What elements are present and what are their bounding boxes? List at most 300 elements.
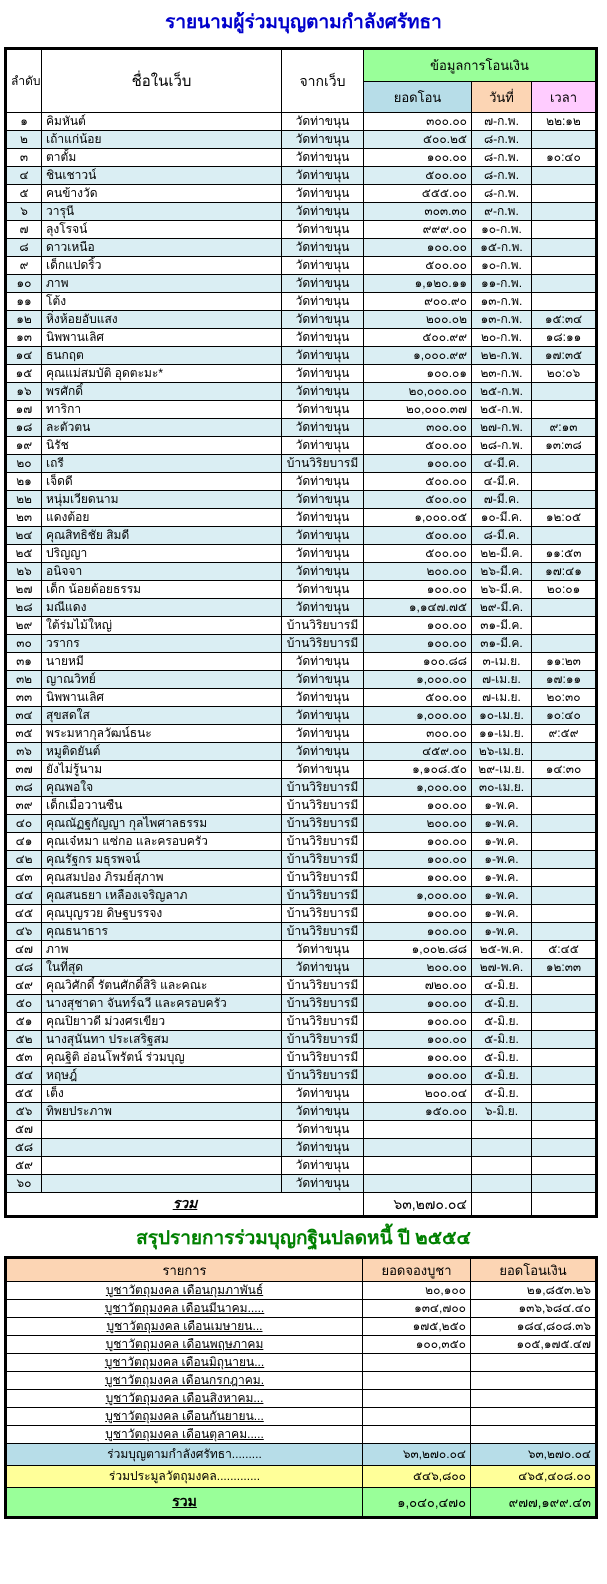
transfer-amount: ๑,๐๐๐.๐๐ [364, 707, 472, 725]
summary-item: บูชาวัตถุมงคล เดือนตุลาคม..... [6, 1426, 363, 1444]
row-no: ๔๔ [6, 887, 42, 905]
transfer-date: ๒๗-พ.ค. [472, 959, 532, 977]
table-row [6, 1085, 597, 1103]
transfer-date: ๕-มิ.ย. [472, 995, 532, 1013]
table-row [6, 311, 597, 329]
source-web: วัดท่าขนุน [282, 473, 364, 491]
transfer-time [532, 257, 597, 275]
row-no: ๖ [6, 203, 42, 221]
summary-pledged [363, 1408, 471, 1426]
transfer-amount: ๕๐๐.๙๙ [364, 329, 472, 347]
transfer-date: ๔-มี.ค. [472, 473, 532, 491]
table-row [6, 293, 597, 311]
transfer-amount: ๕๐๐.๐๐ [364, 167, 472, 185]
table-row [6, 671, 597, 689]
donor-name: เด็กแปดริ้ว [42, 257, 282, 275]
source-web: บ้านวิริยบารมี [282, 455, 364, 473]
source-web: วัดท่าขนุน [282, 437, 364, 455]
source-web: บ้านวิริยบารมี [282, 995, 364, 1013]
transfer-amount: ๕๐๐.๐๐ [364, 527, 472, 545]
transfer-amount [364, 1175, 472, 1193]
transfer-date: ๑๕-ก.พ. [472, 239, 532, 257]
table-row [6, 707, 597, 725]
row-no: ๓๑ [6, 653, 42, 671]
summary-transferred: ๒๑,๘๕๓.๒๖ [471, 1282, 597, 1300]
transfer-time: ๙:๕๙ [532, 725, 597, 743]
transfer-date: ๓-เม.ย. [472, 653, 532, 671]
table-row [6, 653, 597, 671]
donor-name: เต็ง [42, 1085, 282, 1103]
transfer-date: ๙-ก.พ. [472, 203, 532, 221]
source-web: วัดท่าขนุน [282, 185, 364, 203]
transfer-date: ๑-พ.ค. [472, 869, 532, 887]
donor-name: ใต้ร่มไม้ใหญ่ [42, 617, 282, 635]
row-no: ๕๓ [6, 1049, 42, 1067]
transfer-time: ๑๓:๓๘ [532, 437, 597, 455]
transfer-time [532, 851, 597, 869]
transfer-date: ๖-มิ.ย. [472, 1103, 532, 1121]
source-web: บ้านวิริยบารมี [282, 635, 364, 653]
transfer-date: ๕-มิ.ย. [472, 1085, 532, 1103]
transfer-time [532, 1049, 597, 1067]
transfer-time [532, 887, 597, 905]
summary-transferred [471, 1354, 597, 1372]
transfer-amount: ๗๒๐.๐๐ [364, 977, 472, 995]
transfer-amount: ๑๐๐.๐๐ [364, 617, 472, 635]
transfer-amount [364, 1157, 472, 1175]
summary-transferred: ๑๐๕,๑๗๕.๔๗ [471, 1336, 597, 1354]
summary-row [6, 1318, 597, 1336]
transfer-time: ๒๐:๓๐ [532, 689, 597, 707]
transfer-amount: ๒๐,๐๐๐.๓๗ [364, 401, 472, 419]
transfer-time: ๑๒:๓๓ [532, 959, 597, 977]
transfer-time [532, 1013, 597, 1031]
row-no: ๕๘ [6, 1139, 42, 1157]
transfer-time [532, 275, 597, 293]
source-web: วัดท่าขนุน [282, 725, 364, 743]
row-no: ๕๒ [6, 1031, 42, 1049]
transfer-amount: ๑๐๐.๐๐ [364, 239, 472, 257]
row-no: ๑๗ [6, 401, 42, 419]
summary-transferred [471, 1408, 597, 1426]
transfer-date: ๔-มิ.ย. [472, 977, 532, 995]
summary-total-label [6, 1488, 363, 1518]
transfer-time [532, 473, 597, 491]
source-web: บ้านวิริยบารมี [282, 617, 364, 635]
summary-item: บูชาวัตถุมงคล เดือนกุมภาพันธ์ [6, 1282, 363, 1300]
transfer-amount: ๙๐๐.๙๐ [364, 293, 472, 311]
transfer-time [532, 995, 597, 1013]
row-no: ๔๒ [6, 851, 42, 869]
summary-item: บูชาวัตถุมงคล เดือนมีนาคม..... [6, 1300, 363, 1318]
source-web: วัดท่าขนุน [282, 149, 364, 167]
row-no: ๓๙ [6, 797, 42, 815]
transfer-date [472, 1121, 532, 1139]
transfer-date: ๑-พ.ค. [472, 905, 532, 923]
summary-title: สรุปรายการร่วมบุญกฐินปลดหนี้ ปี ๒๕๕๔ [136, 1228, 471, 1249]
transfer-date: ๑๑-ก.พ. [472, 275, 532, 293]
summary-transferred [471, 1390, 597, 1408]
source-web: บ้านวิริยบารมี [282, 1013, 364, 1031]
table-row [6, 365, 597, 383]
table-row [6, 1067, 597, 1085]
table-row [6, 1049, 597, 1067]
transfer-date: ๑-พ.ค. [472, 887, 532, 905]
table-row [6, 491, 597, 509]
header-transfer-info: ข้อมูลการโอนเงิน [364, 49, 597, 82]
transfer-amount: ๑๐๐.๐๐ [364, 905, 472, 923]
table-row [6, 959, 597, 977]
source-web: วัดท่าขนุน [282, 113, 364, 131]
summary-row [6, 1336, 597, 1354]
source-web: วัดท่าขนุน [282, 671, 364, 689]
donor-name: คิมหันต์ [42, 113, 282, 131]
source-web: บ้านวิริยบารมี [282, 905, 364, 923]
table-row [6, 599, 597, 617]
transfer-amount: ๑๐๐.๐๐ [364, 797, 472, 815]
row-no: ๕๖ [6, 1103, 42, 1121]
transfer-time [532, 167, 597, 185]
donor-name: เจ็ดดี [42, 473, 282, 491]
donor-name: ตาตั้ม [42, 149, 282, 167]
row-no: ๒๖ [6, 563, 42, 581]
table-row [6, 275, 597, 293]
transfer-time [532, 491, 597, 509]
source-web: วัดท่าขนุน [282, 383, 364, 401]
transfer-time [532, 869, 597, 887]
transfer-amount: ๑๐๐.๐๑ [364, 365, 472, 383]
transfer-time [532, 635, 597, 653]
row-no: ๓๒ [6, 671, 42, 689]
summary-transferred [471, 1372, 597, 1390]
source-web: วัดท่าขนุน [282, 599, 364, 617]
row-no: ๗ [6, 221, 42, 239]
transfer-time [532, 1103, 597, 1121]
summary-pledged: ๑๓๔,๗๐๐ [363, 1300, 471, 1318]
summary-pledged: ๑๗๕,๒๕๐ [363, 1318, 471, 1336]
summary-pledged: ๒๐,๑๐๐ [363, 1282, 471, 1300]
transfer-time [532, 383, 597, 401]
transfer-time: ๑๐:๔๐ [532, 707, 597, 725]
donor-name: นิพพานเลิศ [42, 329, 282, 347]
transfer-time: ๑๔:๓๐ [532, 761, 597, 779]
table-row [6, 977, 597, 995]
source-web: วัดท่าขนุน [282, 1121, 364, 1139]
transfer-amount: ๑,๐๐๐.๙๙ [364, 347, 472, 365]
row-no: ๔๖ [6, 923, 42, 941]
transfer-amount: ๒๐๐.๐๒ [364, 311, 472, 329]
transfer-amount: ๑๐๐.๐๐ [364, 455, 472, 473]
transfer-date: ๘-ก.พ. [472, 131, 532, 149]
source-web: วัดท่าขนุน [282, 1175, 364, 1193]
summary-row [6, 1354, 597, 1372]
donor-name: เด็ก น้อยด้อยธรรม [42, 581, 282, 599]
transfer-amount: ๑,๐๐๒.๘๘ [364, 941, 472, 959]
table-row [6, 779, 597, 797]
donor-name: ญาณวิทย์ [42, 671, 282, 689]
transfer-time: ๑๗:๓๕ [532, 347, 597, 365]
table-row [6, 329, 597, 347]
row-no: ๑๒ [6, 311, 42, 329]
summary-transferred: ๑๘๔,๘๐๘.๓๖ [471, 1318, 597, 1336]
row-no: ๓๔ [6, 707, 42, 725]
transfer-date: ๒๖-เม.ย. [472, 743, 532, 761]
transfer-time [532, 185, 597, 203]
row-no: ๒๗ [6, 581, 42, 599]
transfer-amount: ๑๐๐.๐๐ [364, 149, 472, 167]
row-no: ๔๙ [6, 977, 42, 995]
transfer-amount: ๑๐๐.๐๐ [364, 1049, 472, 1067]
transfer-time [532, 1175, 597, 1193]
header-no: ลำดับ [6, 49, 42, 113]
transfer-date: ๑๐-ก.พ. [472, 257, 532, 275]
table-row [6, 545, 597, 563]
table-row [6, 221, 597, 239]
donor-table [4, 47, 598, 1218]
transfer-date: ๓๐-เม.ย. [472, 779, 532, 797]
source-web: บ้านวิริยบารมี [282, 977, 364, 995]
source-web: วัดท่าขนุน [282, 527, 364, 545]
row-no: ๓๕ [6, 725, 42, 743]
summary-row [6, 1408, 597, 1426]
source-web: วัดท่าขนุน [282, 293, 364, 311]
transfer-date: ๑-พ.ค. [472, 815, 532, 833]
table-row [6, 1013, 597, 1031]
row-no: ๔๐ [6, 815, 42, 833]
donor-name: คนข้างวัด [42, 185, 282, 203]
source-web: วัดท่าขนุน [282, 653, 364, 671]
transfer-time [532, 455, 597, 473]
header-date: วันที่ [472, 82, 532, 113]
table-row [6, 995, 597, 1013]
donor-name: พรศักดิ์ [42, 383, 282, 401]
summary-pledged [363, 1372, 471, 1390]
source-web: วัดท่าขนุน [282, 221, 364, 239]
source-web: วัดท่าขนุน [282, 761, 364, 779]
row-no: ๔๘ [6, 959, 42, 977]
donor-name: สุขสดใส [42, 707, 282, 725]
donor-name: คุณวิศักดิ์ รัตนศักดิ์สิริ และคณะ [42, 977, 282, 995]
donor-name: นางสุชาดา จันทร์ฉวี และครอบครัว [42, 995, 282, 1013]
summary-header-transferred: ยอดโอนเงิน [471, 1258, 597, 1282]
donor-name: วรากร [42, 635, 282, 653]
summary-item: บูชาวัตถุมงคล เดือนพฤษภาคม [6, 1336, 363, 1354]
row-no: ๕๗ [6, 1121, 42, 1139]
faith-row-transferred: ๖๓,๒๗๐.๐๔ [471, 1444, 597, 1466]
summary-table [4, 1256, 598, 1519]
row-no: ๒๙ [6, 617, 42, 635]
table-row [6, 257, 597, 275]
transfer-date: ๒๒-ก.พ. [472, 347, 532, 365]
summary-row [6, 1426, 597, 1444]
donor-name: คุณปิยาวดี ม่วงศรเขียว [42, 1013, 282, 1031]
transfer-date: ๒๐-ก.พ. [472, 329, 532, 347]
donor-name [42, 1175, 282, 1193]
source-web: บ้านวิริยบารมี [282, 887, 364, 905]
transfer-date: ๗-ก.พ. [472, 113, 532, 131]
table-row [6, 1139, 597, 1157]
donor-name: คุณธนาธาร [42, 923, 282, 941]
summary-row [6, 1282, 597, 1300]
source-web: บ้านวิริยบารมี [282, 923, 364, 941]
transfer-date: ๒๖-มี.ค. [472, 563, 532, 581]
table-row [6, 743, 597, 761]
transfer-date: ๒๗-ก.พ. [472, 419, 532, 437]
row-no: ๒๓ [6, 509, 42, 527]
transfer-time: ๑๗:๑๑ [532, 671, 597, 689]
source-web: วัดท่าขนุน [282, 203, 364, 221]
transfer-date: ๘-ก.พ. [472, 185, 532, 203]
transfer-date: ๑๓-ก.พ. [472, 293, 532, 311]
page-title: รายนามผู้ร่วมบุญตามกำลังศรัทธา [165, 12, 442, 33]
summary-row [6, 1300, 597, 1318]
source-web: วัดท่าขนุน [282, 347, 364, 365]
table-row [6, 725, 597, 743]
row-no: ๓๓ [6, 689, 42, 707]
summary-total-transferred: ๙๗๗,๑๙๙.๔๓ [471, 1488, 597, 1518]
table-row [6, 1157, 597, 1175]
donor-name [42, 1139, 282, 1157]
source-web: วัดท่าขนุน [282, 1085, 364, 1103]
transfer-time: ๑๗:๔๑ [532, 563, 597, 581]
transfer-time [532, 905, 597, 923]
source-web: วัดท่าขนุน [282, 563, 364, 581]
amulet-row-transferred: ๔๖๕,๔๐๘.๐๐ [471, 1466, 597, 1488]
transfer-amount: ๒๐๐.๐๔ [364, 1085, 472, 1103]
transfer-time [532, 779, 597, 797]
source-web: วัดท่าขนุน [282, 959, 364, 977]
source-web: บ้านวิริยบารมี [282, 797, 364, 815]
source-web: วัดท่าขนุน [282, 365, 364, 383]
transfer-time [532, 1157, 597, 1175]
header-from: จากเว็บ [282, 49, 364, 113]
source-web: วัดท่าขนุน [282, 1103, 364, 1121]
transfer-time: ๕:๔๕ [532, 941, 597, 959]
transfer-date: ๒๙-มี.ค. [472, 599, 532, 617]
transfer-date: ๒๙-เม.ย. [472, 761, 532, 779]
summary-item: บูชาวัตถุมงคล เดือนมิถุนายน... [6, 1354, 363, 1372]
transfer-date: ๕-มิ.ย. [472, 1049, 532, 1067]
row-no: ๑๖ [6, 383, 42, 401]
row-no: ๕ [6, 185, 42, 203]
transfer-amount: ๓๐๓.๓๐ [364, 203, 472, 221]
transfer-amount: ๑๐๐.๐๐ [364, 851, 472, 869]
transfer-amount: ๑,๐๐๐.๐๐ [364, 779, 472, 797]
transfer-date: ๑๐-ก.พ. [472, 221, 532, 239]
table-row [6, 887, 597, 905]
donor-name: พระมหากุลวัฒน์ธนะ [42, 725, 282, 743]
source-web: วัดท่าขนุน [282, 689, 364, 707]
total-cell [6, 1193, 364, 1217]
row-no: ๓๘ [6, 779, 42, 797]
summary-pledged [363, 1390, 471, 1408]
table-row [6, 689, 597, 707]
table-row [6, 185, 597, 203]
table-row [6, 941, 597, 959]
source-web: วัดท่าขนุน [282, 1157, 364, 1175]
transfer-time: ๑๑:๕๓ [532, 545, 597, 563]
transfer-amount: ๑,๐๐๐.๐๐ [364, 671, 472, 689]
table-row [6, 347, 597, 365]
source-web: วัดท่าขนุน [282, 257, 364, 275]
transfer-amount: ๑,๑๐๘.๕๐ [364, 761, 472, 779]
row-no: ๒๐ [6, 455, 42, 473]
transfer-amount: ๔๕๙.๐๐ [364, 743, 472, 761]
transfer-amount: ๑,๑๔๗.๗๕ [364, 599, 472, 617]
transfer-time [532, 1031, 597, 1049]
donor-name: หมูติดยันต์ [42, 743, 282, 761]
donor-name: คุณสมปอง ภิรมย์สุภาพ [42, 869, 282, 887]
source-web: บ้านวิริยบารมี [282, 815, 364, 833]
summary-row [6, 1390, 597, 1408]
table-row [6, 473, 597, 491]
amulet-row-label: ร่วมประมูลวัตถุมงคล............. [6, 1466, 363, 1488]
summary-pledged [363, 1426, 471, 1444]
table-row [6, 869, 597, 887]
row-no: ๒๘ [6, 599, 42, 617]
transfer-time: ๑๒:๐๕ [532, 509, 597, 527]
transfer-date: ๗-เม.ย. [472, 689, 532, 707]
table-row [6, 905, 597, 923]
donor-name: ภาพ [42, 275, 282, 293]
row-no: ๓ [6, 149, 42, 167]
transfer-time [532, 293, 597, 311]
transfer-amount: ๑๐๐.๐๐ [364, 1067, 472, 1085]
source-web: วัดท่าขนุน [282, 509, 364, 527]
transfer-amount: ๒๐๐.๐๐ [364, 959, 472, 977]
source-web: บ้านวิริยบารมี [282, 869, 364, 887]
transfer-date [472, 1175, 532, 1193]
source-web: บ้านวิริยบารมี [282, 1031, 364, 1049]
transfer-time [532, 977, 597, 995]
summary-transferred [471, 1426, 597, 1444]
row-no: ๑๐ [6, 275, 42, 293]
table-row [6, 1103, 597, 1121]
transfer-date: ๘-ก.พ. [472, 149, 532, 167]
table-row [6, 437, 597, 455]
donor-name [42, 1157, 282, 1175]
table-row [6, 419, 597, 437]
summary-row [6, 1372, 597, 1390]
donor-name: คุณสนธยา เหลืองเจริญลาภ [42, 887, 282, 905]
transfer-time: ๑๐:๔๐ [532, 149, 597, 167]
transfer-date: ๑-พ.ค. [472, 797, 532, 815]
source-web: บ้านวิริยบารมี [282, 833, 364, 851]
donor-name: คุณฐิติ อ่อนโพรัตน์ ร่วมบุญ [42, 1049, 282, 1067]
donor-name: เถ้าแก่น้อย [42, 131, 282, 149]
donor-name: วารุนี [42, 203, 282, 221]
row-no: ๑ [6, 113, 42, 131]
donor-name: คุณบุญรวย ดิษฐบรรจง [42, 905, 282, 923]
source-web: วัดท่าขนุน [282, 275, 364, 293]
donor-name: คุณรัฐกร มธุรพจน์ [42, 851, 282, 869]
row-no: ๕๔ [6, 1067, 42, 1085]
transfer-amount: ๑,๐๐๐.๐๕ [364, 509, 472, 527]
source-web: วัดท่าขนุน [282, 167, 364, 185]
total-amount: ๖๓,๒๗๐.๐๔ [364, 1193, 472, 1217]
transfer-time: ๑๕:๓๔ [532, 311, 597, 329]
donor-name: เถรี [42, 455, 282, 473]
transfer-date: ๕-มิ.ย. [472, 1013, 532, 1031]
donor-name: ภาพ [42, 941, 282, 959]
table-row [6, 383, 597, 401]
transfer-date: ๑๐-มี.ค. [472, 509, 532, 527]
transfer-time [532, 797, 597, 815]
source-web: วัดท่าขนุน [282, 419, 364, 437]
transfer-amount: ๕๐๐.๐๐ [364, 437, 472, 455]
transfer-amount: ๙๙๙.๐๐ [364, 221, 472, 239]
row-no: ๓๖ [6, 743, 42, 761]
